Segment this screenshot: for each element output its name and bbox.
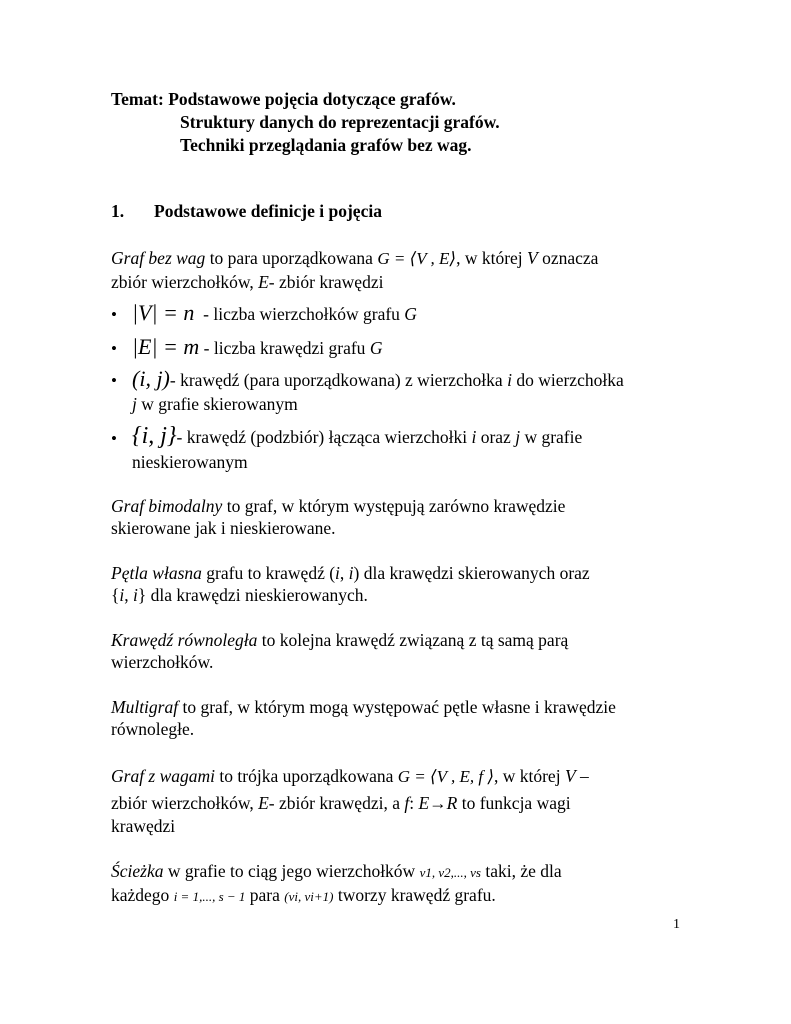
multigraf-term: Multigraf [111,697,179,717]
graf-term: Graf bez wag [111,248,206,268]
section-number: 1. [111,201,125,221]
bullet-4-j: j [515,427,521,447]
rownolegla-line-1 [111,629,568,651]
bullet-3-text: - krawędź (para uporządkowana) z wierzchołka [169,370,503,390]
graf-line2b: - zbiór krawędzi [268,272,384,292]
bullet-3 [132,368,624,391]
bullet-4-text: - krawędź (podzbiór) łącząca wierzchołki [176,427,468,447]
bullet-4-end: w grafie [524,427,583,447]
graf-line2a: zbiór wierzchołków, [111,272,254,292]
bimodal-line-1 [111,495,565,517]
graf-v: V [527,248,538,268]
sciezka-l2c: tworzy krawędź grafu. [337,885,496,905]
bimodal-text-1: to graf, w którym występują zarówno krawędzie [226,496,566,516]
bullet-1-math: |V| = n [132,300,195,325]
graf-e: E [258,272,269,292]
petla-l2b: , [124,585,129,605]
bullet-4 [132,425,582,448]
sciezka-l1b: taki, że dla [485,861,562,881]
bullet-3-cont [132,393,298,415]
bimodal-line-2: skierowane jak i nieskierowane. [111,518,336,538]
wagami-term: Graf z wagami [111,766,216,786]
wagami-line-1 [111,765,589,788]
rownolegla-text-1: to kolejna krawędź związaną z tą samą parą [261,630,569,650]
petla-l2a: { [111,585,120,605]
bullet-2-text: - liczba krawędzi grafu [203,338,366,358]
graf-formula: G = ⟨V , E⟩ [377,249,457,268]
petla-l1c: ) dla krawędzi skierowanych oraz [353,563,590,583]
wagami-map: E→R [418,793,458,813]
topic-title-1: Podstawowe pojęcia dotyczące grafów. [168,89,456,109]
petla-term: Pętla własna [111,563,202,583]
topic-title-2: Struktury danych do reprezentacji grafów. [180,112,500,132]
wagami-l2a: zbiór wierzchołków, [111,793,254,813]
topic-title-3: Techniki przeglądania grafów bez wag. [180,135,472,155]
petla-line-2 [111,584,368,606]
wagami-l1a: to trójka uporządkowana [219,766,394,786]
graf-text-3: oznacza [542,248,599,268]
section-title: Podstawowe definicje i pojęcia [154,201,382,221]
multigraf-line-2: równoległe. [111,719,195,739]
sciezka-pair: (vi, vi+1) [284,889,334,904]
wagami-f: f [404,793,410,813]
sciezka-line-1 [111,860,562,884]
multigraf-line-1 [111,696,616,718]
sciezka-term: Ścieżka [111,861,164,881]
bullet-2-g: G [369,338,383,358]
topic-line-1 [111,88,456,110]
petla-i2: i [348,563,354,583]
bullet-3-cont-text: w grafie skierowanym [141,394,298,414]
bullet-1-text: - liczba wierzchołków grafu [203,304,400,324]
petla-l1a: grafu to krawędź ( [206,563,336,583]
sciezka-range: i = 1,..., s − 1 [173,889,246,904]
petla-line-1 [111,562,590,584]
bullet-1-g: G [404,304,417,324]
bullet-dot: • [111,429,117,448]
bullet-4-cont: nieskierowanym [132,452,248,472]
wagami-e: E [258,793,269,813]
bimodal-term: Graf bimodalny [111,496,223,516]
petla-i4: i [133,585,138,605]
sciezka-seq: v1, v2,..., vs [419,865,481,880]
rownolegla-term: Krawędź równoległa [111,630,258,650]
sciezka-l2b: para [249,885,280,905]
topic-label: Temat: [111,89,164,109]
petla-l1b: , [339,563,345,583]
wagami-line-2 [111,792,571,814]
bullet-4-i: i [471,427,477,447]
wagami-line-3: krawędzi [111,816,176,836]
graf-definition-line-1 [111,247,598,270]
sciezka-line-2 [111,884,496,908]
bullet-2-math: |E| = m [132,334,200,359]
bullet-dot: • [111,339,117,358]
rownolegla-line-2: wierzchołków. [111,652,214,672]
multigraf-text-1: to graf, w którym mogą występować pętle własne i krawędzie [182,697,616,717]
petla-i1: i [335,563,340,583]
bullet-1 [132,302,417,325]
wagami-l2d: to funkcja wagi [461,793,571,813]
bullet-dot: • [111,371,117,390]
wagami-l1c: – [580,766,589,786]
bullet-dot: • [111,305,117,324]
graf-definition-line-2 [111,271,383,293]
wagami-l2c: : [409,793,415,813]
bullet-3-mid: do wierzchołka [516,370,624,390]
wagami-l2b: - zbiór krawędzi, a [268,793,400,813]
wagami-formula: G = ⟨V , E, f ⟩ [397,767,494,786]
page-number: 1 [673,917,680,932]
sciezka-l2a: każdego [111,885,170,905]
wagami-l1b: , w której [493,766,561,786]
petla-l2c: } dla krawędzi nieskierowanych. [137,585,368,605]
bullet-4-mid: oraz [480,427,511,447]
graf-text-1: to para uporządkowana [209,248,373,268]
bullet-3-i: i [507,370,512,390]
bullet-3-j: j [132,394,137,414]
graf-text-2: , w której [456,248,523,268]
section-heading [111,200,382,222]
bullet-4-math: {i, j} [132,423,177,449]
bullet-3-math: (i, j) [132,366,170,391]
wagami-v: V [564,766,576,786]
sciezka-l1a: w grafie to ciąg jego wierzchołków [167,861,416,881]
petla-i3: i [119,585,125,605]
bullet-2 [132,336,382,359]
